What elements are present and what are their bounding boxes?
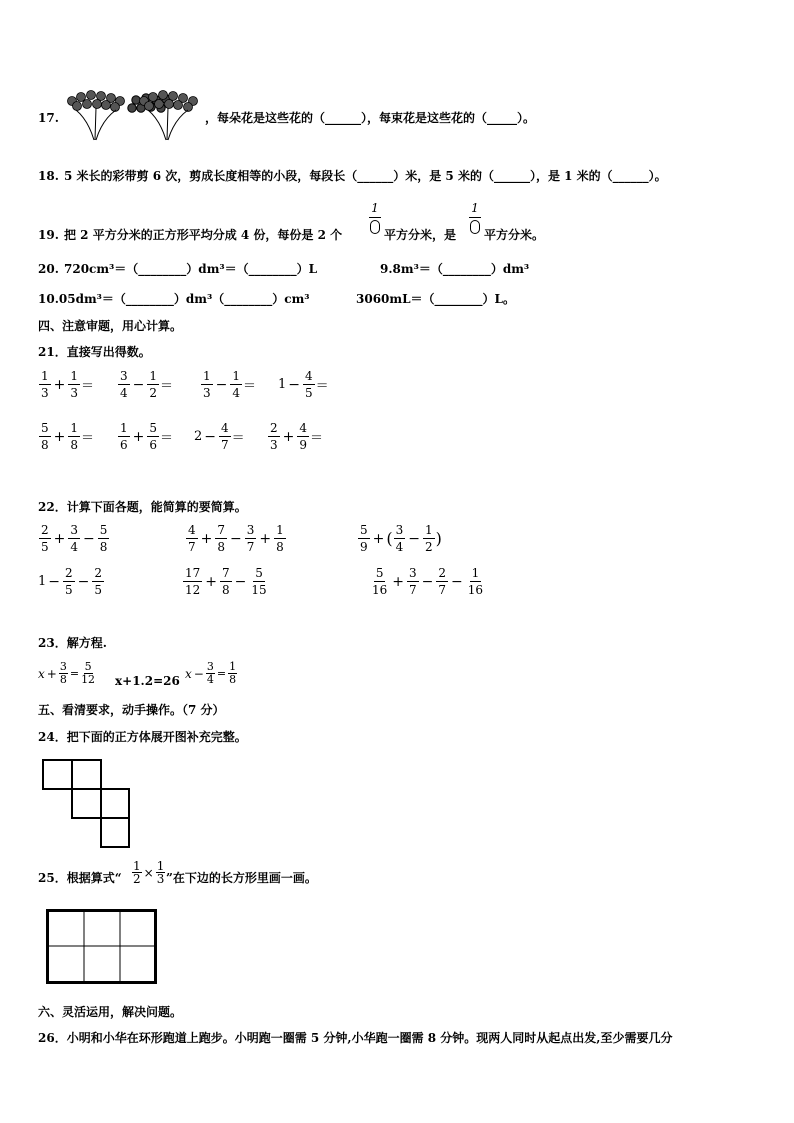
q22-expr-1: $\frac{2}{5}$ + $\frac{3}{4}$ − $\frac{5}{8}$ xyxy=(41,523,108,554)
cube-net-diagram xyxy=(40,757,132,849)
q21-expr-4: 1 − $\frac{4}{5}$ ＝ xyxy=(278,369,329,400)
q25-text-post: ”在下边的长方形里画一画。 xyxy=(166,871,317,885)
q25-expression: $\frac{1}{2}$ × $\frac{1}{3}$ xyxy=(133,859,165,886)
q20-line2a: 10.05dm³＝（________）dm³（________）cm³ xyxy=(38,292,310,306)
q19-text-post: 平方分米。 xyxy=(484,228,545,242)
q17-number: 17. xyxy=(38,111,59,125)
q23-equation-2: x+1.2=26 xyxy=(115,674,180,688)
rectangle-grid[interactable] xyxy=(46,909,158,985)
q19-frac1-blank[interactable] xyxy=(370,220,380,234)
q19-frac1-num: 1 xyxy=(371,201,379,215)
q21-expr-2: $\frac{3}{4}$ − $\frac{1}{2}$ ＝ xyxy=(120,369,174,400)
q18-number: 18. xyxy=(38,169,59,183)
section4-heading: 四、注意审题，用心计算。 xyxy=(38,319,183,333)
q19-blank-fraction-2 xyxy=(469,201,481,234)
q23-equation-1: x + $\frac{3}{8}$ = $\frac{5}{12}$ xyxy=(38,660,96,686)
q22-title: 22．计算下面各题，能简算的要简算。 xyxy=(38,500,247,514)
flowers-drawing xyxy=(62,88,210,144)
q26-text: 26．小明和小华在环形跑道上跑步。小明跑一圈需 5 分钟,小华跑一圈需 8 分钟。现两人同时从起点出发,至少需要几分 xyxy=(38,1031,673,1045)
q22-expr-3: $\frac{5}{9}$ + ( $\frac{3}{4}$ − $\frac{1}{2}$ ) xyxy=(360,523,442,554)
q22-expr-2: $\frac{4}{7}$ + $\frac{7}{8}$ − $\frac{3}{7}$ + $\frac{1}{8}$ xyxy=(188,523,284,554)
q19-number: 19. xyxy=(38,228,59,242)
q20-line1b: 9.8m³＝（________）dm³ xyxy=(380,262,530,276)
q21-expr-8: $\frac{2}{3}$ + $\frac{4}{9}$ ＝ xyxy=(270,421,324,452)
q21-expr-5: $\frac{5}{8}$ + $\frac{1}{8}$ ＝ xyxy=(41,421,95,452)
section6-heading: 六、灵活运用，解决问题。 xyxy=(38,1005,183,1019)
q21-title: 21．直接写出得数。 xyxy=(38,345,151,359)
q21-expr-6: $\frac{1}{6}$ + $\frac{5}{6}$ ＝ xyxy=(120,421,174,452)
q22-expr-5: $\frac{17}{12}$ + $\frac{7}{8}$ − $\frac{5}{15}$ xyxy=(185,566,267,597)
q20-line1a: 720cm³＝（________）dm³＝（________）L xyxy=(64,262,318,276)
q20-number: 20. xyxy=(38,262,59,276)
q21-expr-7: 2 − $\frac{4}{7}$ ＝ xyxy=(194,421,245,452)
q20-line2b: 3060mL＝（________）L。 xyxy=(356,292,515,306)
q19-frac2-num: 1 xyxy=(471,201,479,215)
q19-frac2-blank[interactable] xyxy=(470,220,480,234)
q19-text-mid: 平方分米，是 xyxy=(384,228,457,242)
q23-equation-3: x − $\frac{3}{4}$ = $\frac{1}{8}$ xyxy=(185,660,237,686)
q22-expr-6: $\frac{5}{16}$ + $\frac{3}{7}$ − $\frac{2}{7}$ − $\frac{1}{16}$ xyxy=(372,566,484,597)
q18-text: 5 米长的彩带剪 6 次，剪成长度相等的小段，每段长（______）米，是 5 米的（______），是 1 米的（______）。 xyxy=(64,169,667,183)
q19-blank-fraction-1 xyxy=(369,201,381,234)
q23-title: 23．解方程. xyxy=(38,636,107,650)
q22-expr-4: 1 − $\frac{2}{5}$ − $\frac{2}{5}$ xyxy=(38,566,103,597)
q19-text-pre: 把 2 平方分米的正方形平均分成 4 份，每份是 2 个 xyxy=(64,228,343,242)
q21-expr-3: $\frac{1}{3}$ − $\frac{1}{4}$ ＝ xyxy=(203,369,257,400)
q17-text: ，每朵花是这些花的（______），每束花是这些花的（_____）。 xyxy=(205,111,536,125)
q24-title: 24．把下面的正方体展开图补充完整。 xyxy=(38,730,247,744)
q25-text-pre: 25．根据算式“ xyxy=(38,871,122,885)
q21-expr-1: $\frac{1}{3}$ + $\frac{1}{3}$ ＝ xyxy=(41,369,95,400)
section5-heading: 五、看清要求，动手操作。（7 分） xyxy=(38,703,225,717)
